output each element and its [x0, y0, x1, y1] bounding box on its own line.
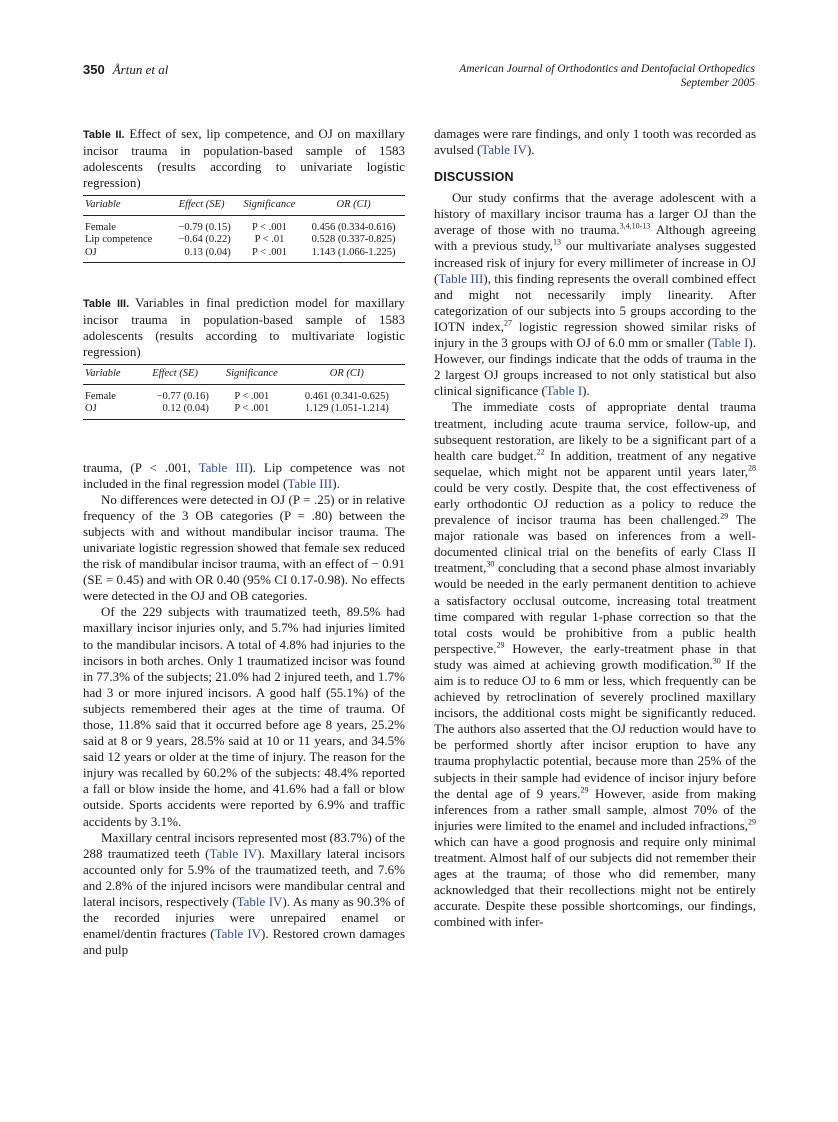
table-cell: Female — [85, 390, 116, 402]
table-4-link[interactable]: Table IV — [209, 845, 258, 861]
text-span: could be very costly. Despite that, the cost effectiveness of early orthodontic OJ reduction as a policy to reduce the prevalence of incisor trauma has been challenged. — [434, 479, 756, 528]
citation: 29 — [748, 817, 756, 827]
table-cell: P < .001 — [237, 247, 302, 263]
column-header: OR (CI) — [289, 365, 405, 385]
table-cell: P < .001 — [251, 221, 287, 233]
text-span: Although agreeing with a previous study, — [434, 222, 756, 254]
text-span: ). Maxillary lateral incisors accounted only for 5.9% of the traumatized teeth, and 7.6% and 2.8% of the injured incisors were mandibular central and lateral incisors, respectively ( — [83, 845, 405, 910]
text-span: ). However, our findings indicate that the odds of trauma in the 2 largest OJ groups increased to not only statistical but also clinical significance ( — [434, 335, 757, 399]
page-number: 350 — [83, 62, 105, 77]
section-heading: DISCUSSION — [434, 170, 514, 185]
table-2 — [83, 195, 405, 263]
table-cell: 0.528 (0.337-0.825) — [311, 234, 396, 245]
table-2-caption — [83, 126, 405, 191]
table-cell: 0.13 (0.04) — [166, 247, 236, 263]
table-row — [83, 247, 405, 263]
text-span: our multivariate analyses suggested increased risk of injury for every millimeter of increase in OJ ( — [434, 238, 756, 286]
table-2-label: Table II. — [83, 129, 125, 141]
table-cell: 0.461 (0.341-0.625) — [304, 390, 389, 402]
table-1-link[interactable]: Table I — [712, 335, 749, 351]
citation: 27 — [504, 318, 513, 328]
column-header: Variable — [83, 365, 135, 385]
text-span: ). Lip competence was not included in the final regression model ( — [83, 459, 405, 491]
results-paragraph — [83, 460, 405, 492]
table-cell: −0.77 (0.16) — [156, 390, 209, 402]
column-header: OR (CI) — [302, 196, 405, 216]
citation: 13 — [552, 238, 561, 248]
results-paragraph — [83, 830, 405, 959]
text-span: trauma, (P < .001, — [83, 459, 199, 475]
column-header: Effect (SE) — [166, 196, 236, 216]
citation: 29 — [496, 640, 505, 650]
text-span: In addition, treatment of any negative sequelae, which might not be apparent until years later, — [434, 447, 756, 479]
table-cell: P < .001 — [215, 403, 289, 419]
column-header: Significance — [215, 365, 289, 385]
page-header — [83, 62, 755, 98]
text-span: Maxillary central incisors represented most (83.7%) of the 288 traumatized teeth ( — [83, 829, 405, 861]
text-span: If the aim is to reduce OJ to 6 mm or less, which frequently can be achieved by retroclination of severely proclined maxillary incisors, the additional costs might be significantly reduced. The authors also asserted that the OJ reduction would have to be performed shortly after incisor eruption to have any trauma prophylactic potential, because more than 25% of the subjects in their sample had evidence of incisor injury before the dental age of 9 years. — [434, 656, 756, 801]
table-cell: OJ — [83, 247, 166, 263]
table-1-link[interactable]: Table I — [545, 383, 583, 399]
text-span: logistic regression showed similar risks of injury in the 3 groups with OJ of 6.0 mm or smaller ( — [434, 318, 756, 351]
discussion-paragraph — [434, 399, 756, 930]
column-header: Significance — [237, 196, 302, 216]
results-paragraph — [434, 126, 756, 158]
text-span: ). Restored crown damages and pulp — [83, 926, 406, 958]
left-column — [83, 126, 405, 958]
table-3-link[interactable]: Table III — [287, 475, 333, 491]
table-cell: Female — [85, 221, 116, 233]
table-3 — [83, 364, 405, 420]
table-cell: 1.129 (1.051-1.214) — [289, 403, 405, 419]
table-3-caption — [83, 295, 405, 360]
table-cell: −0.79 (0.15) — [178, 221, 231, 233]
text-span: However, the early-treatment phase in that study was aimed at achieving growth modification. — [434, 640, 756, 672]
table-cell: −0.64 (0.22) — [178, 234, 231, 245]
table-cell: Lip competence — [85, 234, 153, 245]
table-row — [83, 234, 405, 247]
table-4-link[interactable]: Table IV — [214, 926, 262, 942]
right-column — [434, 126, 756, 931]
table-cell: 1.143 (1.066-1.225) — [302, 247, 405, 263]
table-row — [83, 384, 405, 403]
table-3-caption-text: Variables in final prediction model for maxillary incisor trauma in population-based sample of 1583 adolescents (results according to multivariate logistic regression) — [83, 295, 405, 359]
table-cell: P < .01 — [254, 234, 285, 245]
results-paragraph: Of the 229 subjects with traumatized teeth, 89.5% had maxillary incisor injuries only, and 5.7% had injuries limited to the mandibular incisors. A total of 4.8% had injuries to the incisors in both arches. Only 1 traumatized incisor was found in 77.3% of the subjects; 21.0% had 2 injured teeth, and 1.7% had 3 or more injured incisors. A good half (55.1%) of the subjects remembered their ages at the time of trauma. Of those, 11.8% said that it occurred before age 8 years, 25.2% said at 8 or 9 years, 28.5% said at 10 or 11 years, and 34.5% said 12 years or older at the time of injury. The reason for the injury was recalled by 60.2% of the subjects: 48.4% reported a fall or blow inside the home, and 41.6% had a fall or blow outside. Sports accidents were reported by 6.9% and traffic accidents by 3.1%. — [83, 604, 405, 829]
text-span: However, aside from making inferences from a rather small sample, almost 70% of the injuries were limited to the enamel and included infractions, — [434, 785, 756, 833]
table-cell: 0.456 (0.334-0.616) — [311, 221, 396, 233]
citation: 22 — [536, 447, 545, 457]
table-4-link[interactable]: Table IV — [481, 142, 527, 158]
header-right — [459, 62, 755, 90]
citation: 29 — [720, 511, 729, 521]
running-author: Årtun et al — [112, 62, 169, 77]
text-span: concluding that a second phase almost invariably would be needed in the early permanent dentition to achieve a satisfactory occlusal outcome, increasing total treatment time compared with regular 1-phase correction so that the total costs would be prohibitive from a public health perspective. — [434, 560, 756, 656]
table-cell: 0.12 (0.04) — [135, 403, 215, 419]
text-span: ). As many as 90.3% of the recorded injuries were unrepaired enamel or enamel/dentin fractures ( — [83, 894, 406, 942]
text-span: ). — [526, 142, 535, 158]
text-span: The major rationale was based on inferences from a well-documented clinical trial on the benefits of early Class II treatment, — [434, 512, 756, 576]
text-span: ), this finding represents the overall combined effect and might not necessarily imply linearity. After categorization of our subjects into 5 groups according to the IOTN index, — [434, 270, 756, 334]
table-cell: P < .001 — [234, 390, 270, 402]
table-3-label: Table III. — [83, 298, 130, 310]
citation: 30 — [712, 656, 721, 666]
text-span: ). — [332, 475, 340, 491]
table-row — [83, 403, 405, 419]
table-4-link[interactable]: Table IV — [236, 894, 283, 910]
table-row — [83, 215, 405, 234]
text-span: Our study confirms that the average adolescent with a history of maxillary incisor trauma has a larger OJ than the average of those with no trauma. — [434, 190, 756, 238]
citation: 28 — [748, 463, 756, 473]
column-header: Effect (SE) — [135, 365, 215, 385]
header-left — [83, 62, 168, 78]
citation: 29 — [580, 785, 589, 795]
table-3-link[interactable]: Table III — [198, 459, 249, 475]
text-span: The immediate costs of appropriate dental trauma treatment, including acute trauma service, follow-up, and subsequent restoration, are likely to be a significant part of a health care budget. — [434, 399, 756, 463]
discussion-paragraph — [434, 190, 756, 399]
column-header: Variable — [83, 196, 166, 216]
journal-name: American Journal of Orthodontics and Dentofacial Orthopedics — [459, 63, 755, 75]
table-cell: OJ — [83, 403, 135, 419]
table-3-link[interactable]: Table III — [438, 270, 484, 286]
citation: 30 — [486, 560, 495, 570]
text-span: damages were rare findings, and only 1 tooth was recorded as avulsed ( — [434, 126, 756, 158]
journal-issue: September 2005 — [680, 77, 755, 89]
citation: 3,4,10-13 — [619, 222, 651, 232]
text-span: ). — [582, 383, 590, 399]
table-2-caption-text: Effect of sex, lip competence, and OJ on maxillary incisor trauma in population-based sample of 1583 adolescents (results according to univariate logistic regression) — [83, 126, 406, 190]
results-paragraph: No differences were detected in OJ (P = .25) or in relative frequency of the 3 OB categories (P = .80) between the subjects with and without mandibular incisor trauma. The univariate logistic regression showed that female sex reduced the risk of mandibular incisor trauma, with an effect of − 0.91 (SE = 0.45) and with OR 0.40 (95% CI 0.17-0.98). No effects were detected in the OJ and OB categories. — [83, 491, 405, 604]
text-span: which can have a good prognosis and require only minimal treatment. Almost half of our subjects did not remember their ages at the trauma; of those who did remember, many acknowledged that their recollections might not be entirely accurate. Despite these possible shortcomings, our findings, combined with infer- — [434, 833, 756, 930]
